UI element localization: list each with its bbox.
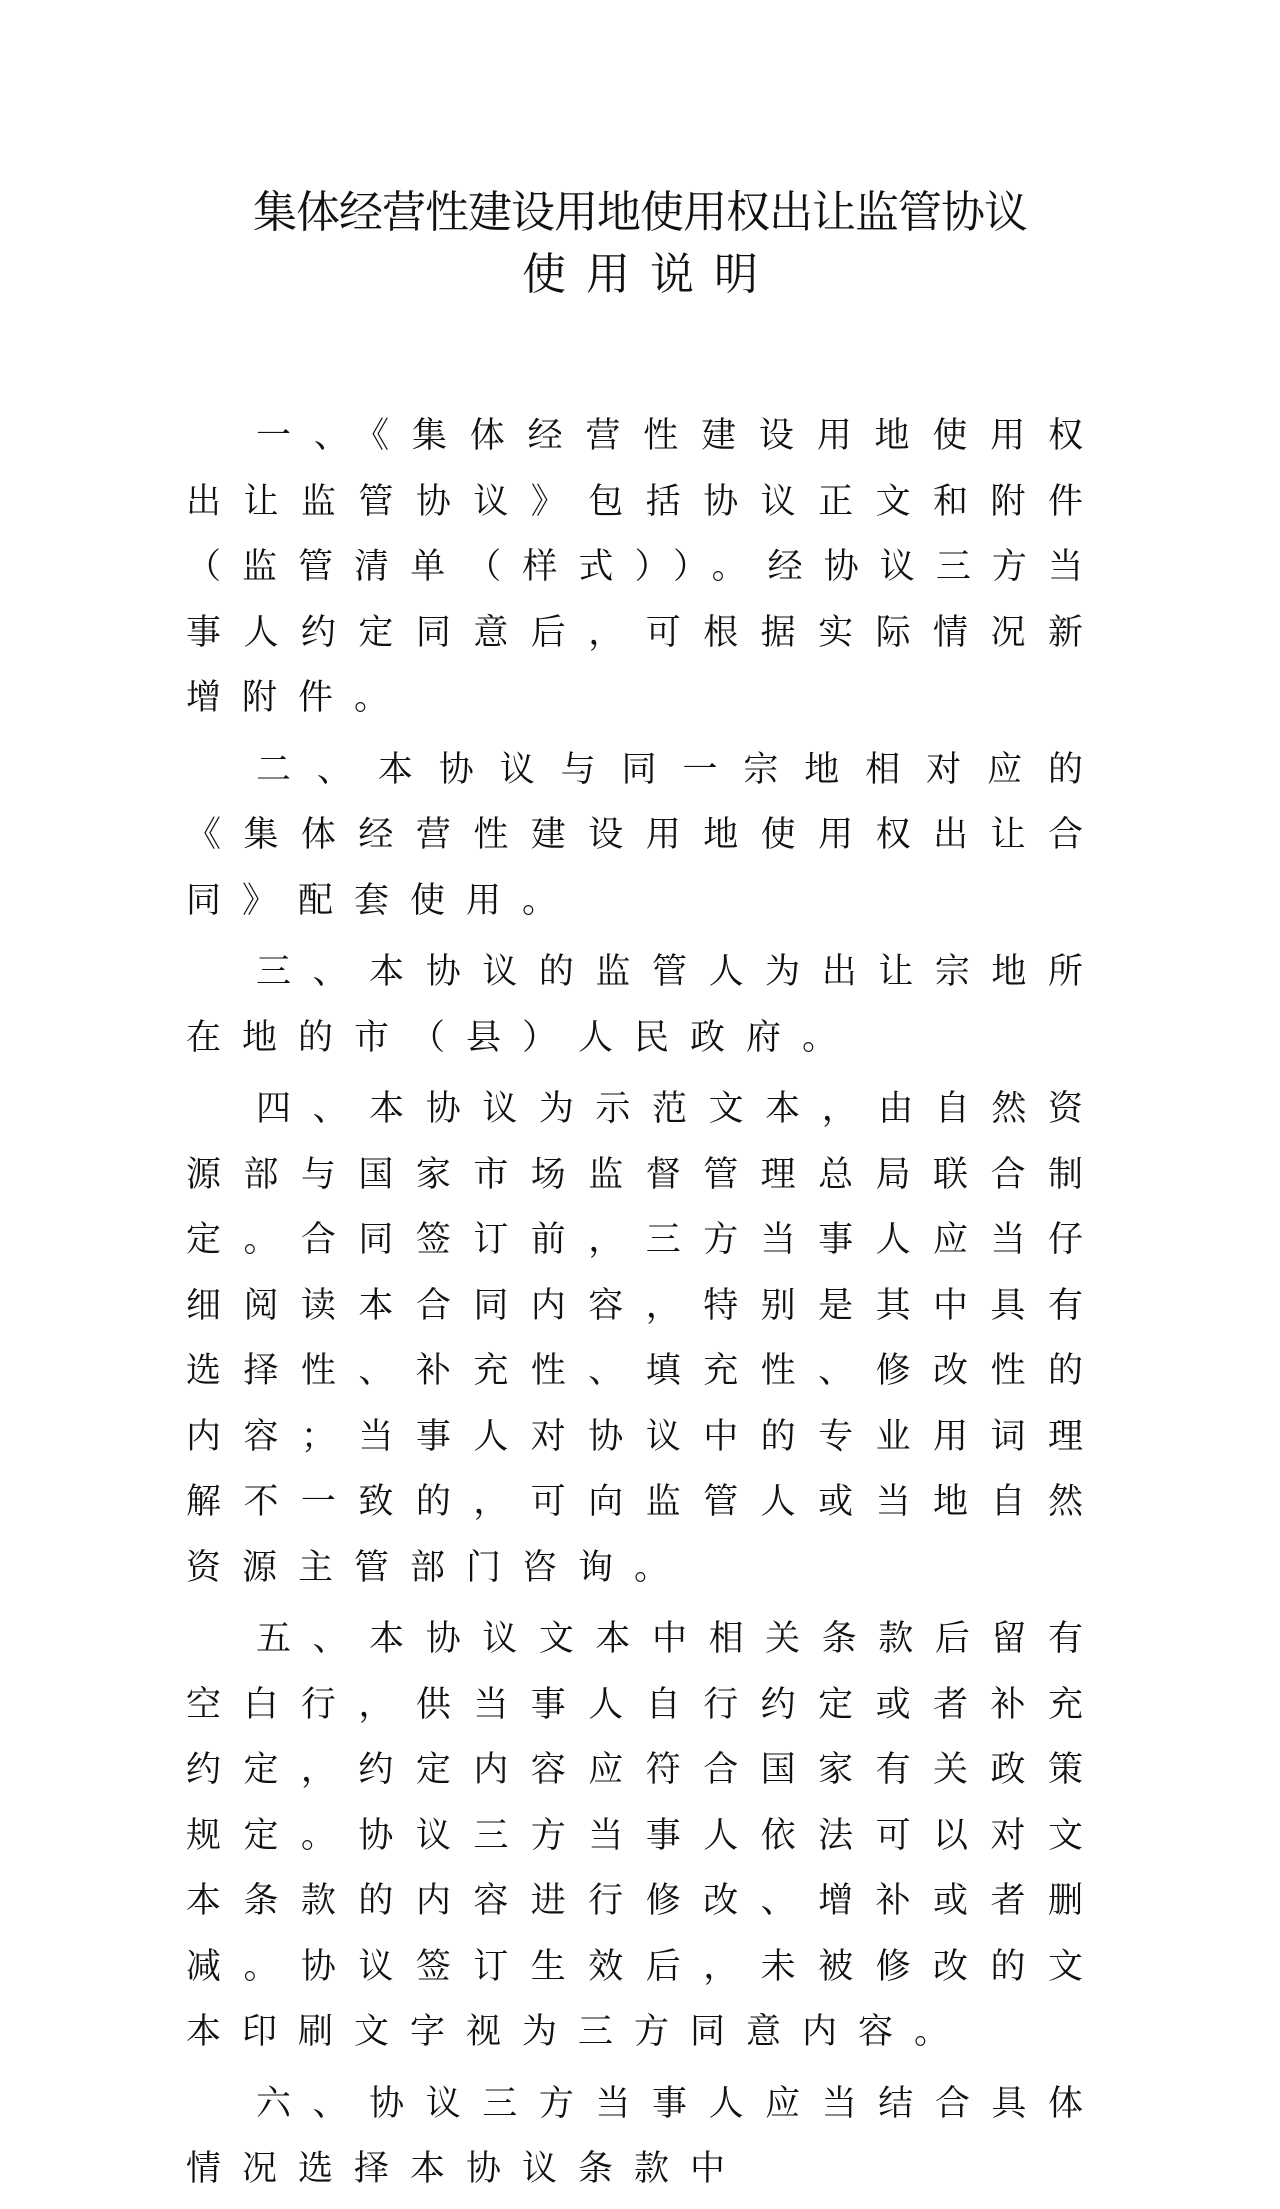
document-body <box>186 404 1104 2209</box>
paragraph-5: 五、本协议文本中相关条款后留有空白行，供当事人自行约定或者补充约定，约定内容应符合国家有关政策规定。协议三方当事人依法可以对文本条款的内容进行修改、增补或者删减。协议签订生效后，未被修改的文本印刷文字视为三方同意内容。 <box>186 1619 1104 2052</box>
paragraph-3: 三、本协议的监管人为出让宗地所在地的市（县）人民政府。 <box>186 952 1104 1058</box>
title-main: 集体经营性建设用地使用权出让监管协议 <box>253 187 1027 238</box>
paragraph-2: 二、本协议与同一宗地相对应的《集体经营性建设用地使用权出让合同》配套使用。 <box>186 749 1104 921</box>
paragraph-6: 六、协议三方当事人应当结合具体情况选择本协议条款中 <box>186 2083 1104 2189</box>
paragraph-4: 四、本协议为示范文本，由自然资源部与国家市场监督管理总局联合制定。合同签订前，三方当事人应当仔细阅读本合同内容，特别是其中具有选择性、补充性、填充性、修改性的内容；当事人对协议中的专业用词理解不一致的，可向监管人或当地自然资源主管部门咨询。 <box>186 1089 1104 1588</box>
paragraph-1: 一、《集体经营性建设用地使用权出让监管协议》包括协议正文和附件（监管清单（样式））。经协议三方当事人约定同意后，可根据实际情况新增附件。 <box>186 416 1104 718</box>
title-subtitle: 使用说明 <box>522 249 778 300</box>
document-title <box>0 182 1280 306</box>
